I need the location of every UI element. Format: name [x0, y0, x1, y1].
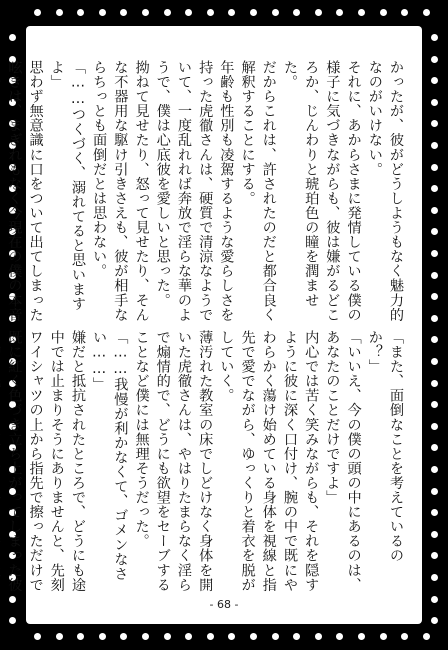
- border-dot: [185, 9, 192, 16]
- border-dot: [120, 9, 127, 16]
- border-dot: [250, 633, 257, 640]
- border-dot: [228, 633, 235, 640]
- border-dot: [99, 633, 106, 640]
- border-dot: [185, 633, 192, 640]
- border-dot: [431, 99, 438, 106]
- border-dots-right: [422, 0, 448, 650]
- border-dot: [431, 120, 438, 127]
- border-dot: [120, 633, 127, 640]
- border-dot: [207, 633, 214, 640]
- border-dot: [99, 9, 106, 16]
- border-dot: [358, 9, 365, 16]
- border-dot: [56, 9, 63, 16]
- border-dot: [431, 444, 438, 451]
- border-dot: [431, 250, 438, 257]
- border-dot: [164, 9, 171, 16]
- border-dot: [272, 633, 279, 640]
- border-dot: [431, 531, 438, 538]
- border-dot: [34, 9, 41, 16]
- border-dot: [272, 9, 279, 16]
- border-dot: [315, 633, 322, 640]
- lower-text-columns: 「また、面倒なことを考えているのか？」 「いいえ、今の僕の頭の中にあるのは、あなたのことだけですよ」 内心では苦く笑みながらも、それを隠すように彼に深く口付け、腕の中で既にやわらかく蕩け始めている身体を視線と指先で愛でながら、ゆっくりと着衣を脱がしていく。 薄汚れた教室の床でしどけなく身体を開いた虎徹さんは、やはりたまらなく淫らで煽情的で、どうにも欲望をセーブすることなど僕には無理そうだった。 「……我慢が利かなくて、ゴメンなさい……」 嫌だと抵抗されたところで、どうにも途中では止まりそうにありませんと、先刻ワイシャツの上から指先で擦っただけで既に紅く色づき立ち上がってしまった彼: [6, 330, 404, 592]
- border-dot: [336, 633, 343, 640]
- border-dot: [207, 9, 214, 16]
- border-dot: [142, 633, 149, 640]
- border-dot: [431, 142, 438, 149]
- border-dot: [431, 56, 438, 63]
- border-dot: [431, 466, 438, 473]
- border-dot: [431, 380, 438, 387]
- border-dot: [380, 9, 387, 16]
- border-dot: [431, 401, 438, 408]
- border-dot: [431, 315, 438, 322]
- border-dot: [431, 164, 438, 171]
- border-dot: [431, 185, 438, 192]
- border-dot: [228, 9, 235, 16]
- border-dot: [315, 9, 322, 16]
- border-dot: [293, 9, 300, 16]
- border-dot: [358, 633, 365, 640]
- border-dot: [77, 9, 84, 16]
- border-dot: [56, 633, 63, 640]
- border-dot: [431, 358, 438, 365]
- border-dot: [431, 336, 438, 343]
- border-dot: [431, 574, 438, 581]
- border-dot: [431, 272, 438, 279]
- border-dot: [9, 617, 16, 624]
- border-dot: [431, 207, 438, 214]
- border-dot: [431, 552, 438, 559]
- border-dot: [380, 633, 387, 640]
- border-dot: [431, 509, 438, 516]
- border-dot: [431, 423, 438, 430]
- border-dot: [431, 617, 438, 624]
- border-dot: [431, 228, 438, 235]
- border-dot: [34, 633, 41, 640]
- border-dot: [336, 9, 343, 16]
- border-dots-top: [0, 0, 448, 26]
- border-dot: [401, 633, 408, 640]
- border-dot: [9, 34, 16, 41]
- border-dot: [250, 9, 257, 16]
- border-dots-bottom: [0, 624, 448, 650]
- border-dot: [431, 77, 438, 84]
- border-dot: [164, 633, 171, 640]
- border-dot: [401, 9, 408, 16]
- border-dot: [293, 633, 300, 640]
- border-dot: [77, 633, 84, 640]
- border-dot: [431, 34, 438, 41]
- border-dot: [431, 293, 438, 300]
- upper-text-columns: かったが、彼がどうしようもなく魅力的なのがいけない。 それに、あからさまに発情している僕の様子に気づきながらも、彼は嫌がるどころか、じんわりと琥珀色の瞳を潤ませた。 だからこれは、許されたのだと都合良く解釈することにする。 年齢も性別も凌駕するような愛らしさを持った虎徹さんは、硬質で清涼なようでいて、一度乱れれば奔放で淫らな華のようで、僕は心底彼を愛しいと思った。 拗ねて見せたり、怒って見せたり、そんな不器用な駆け引きさえも、彼が相手ならちっとも面倒だとは思わない。 「……つくづく、溺れてると思いますよ」 思わず無意識に口をついて出てしまった呟きは、まぎれもなく今現在の僕の本音: [6, 60, 404, 322]
- border-dot: [142, 9, 149, 16]
- border-dot: [431, 488, 438, 495]
- page-number: - 68 -: [209, 598, 239, 611]
